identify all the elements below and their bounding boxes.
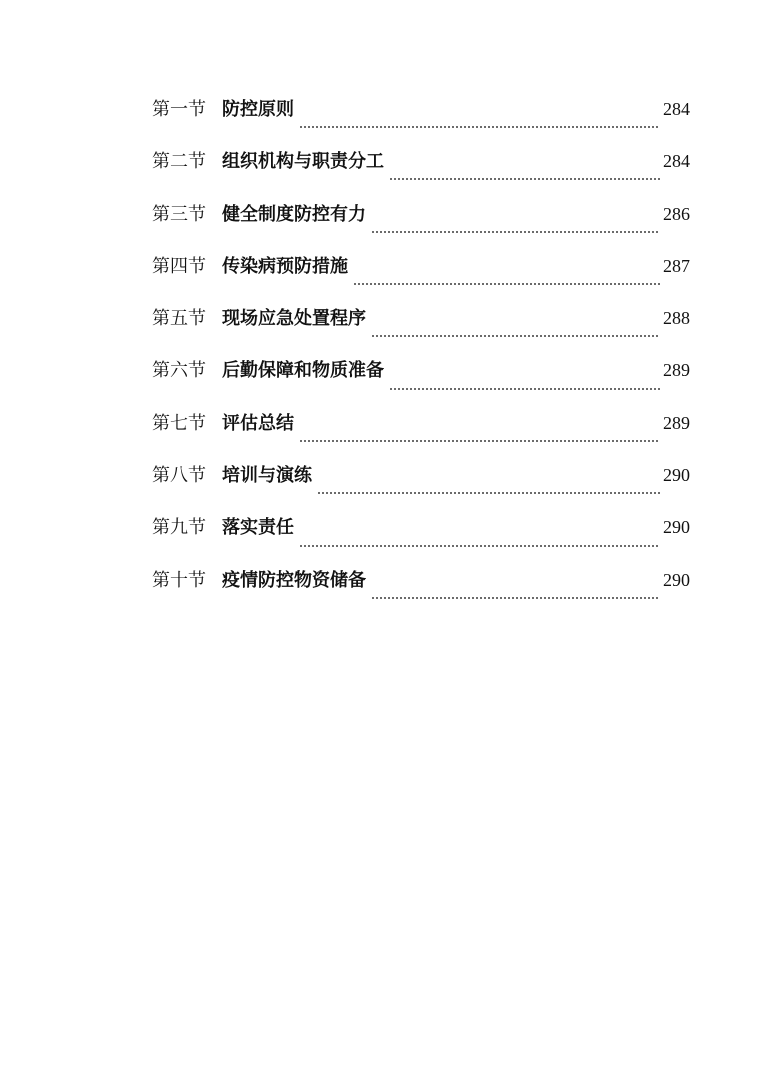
dot-leader [389, 387, 660, 391]
section-number: 第九节 [152, 517, 206, 539]
dot-leader [299, 439, 660, 443]
page-number: 284 [663, 99, 690, 119]
section-number: 第四节 [152, 255, 206, 277]
section-number: 第六节 [152, 360, 206, 382]
page-number: 290 [663, 465, 690, 486]
page-number: 288 [663, 308, 690, 329]
section-title: 培训与演练 [222, 465, 312, 487]
section-title: 现场应急处置程序 [222, 308, 366, 330]
section-title: 传染病预防措施 [222, 255, 348, 277]
toc-entry[interactable] [152, 253, 690, 305]
toc-entry[interactable] [152, 462, 690, 514]
dot-leader [371, 230, 660, 234]
table-of-contents [152, 96, 690, 619]
section-number: 第三节 [152, 203, 206, 225]
toc-entry[interactable] [152, 567, 690, 619]
page-number: 286 [663, 203, 690, 224]
toc-entry[interactable] [152, 410, 690, 462]
toc-entry[interactable] [152, 305, 690, 357]
section-title: 健全制度防控有力 [222, 203, 366, 225]
page-number: 284 [663, 151, 690, 172]
section-title: 组织机构与职责分工 [222, 151, 384, 173]
dot-leader [371, 334, 660, 338]
toc-entry[interactable] [152, 148, 690, 200]
section-number: 第五节 [152, 308, 206, 330]
dot-leader [353, 282, 660, 286]
section-title: 防控原则 [222, 99, 294, 120]
section-number: 第八节 [152, 465, 206, 487]
dot-leader [299, 544, 660, 548]
section-number: 第七节 [152, 412, 206, 434]
page-number: 290 [663, 517, 690, 538]
toc-entry[interactable] [152, 514, 690, 566]
section-number: 第二节 [152, 151, 206, 173]
section-title: 评估总结 [222, 412, 294, 434]
dot-leader [371, 596, 660, 600]
section-title: 疫情防控物资储备 [222, 569, 366, 591]
page-number: 290 [663, 569, 690, 590]
section-title: 后勤保障和物质准备 [222, 360, 384, 382]
dot-leader [299, 125, 660, 129]
toc-entry[interactable] [152, 96, 690, 148]
page-number: 289 [663, 360, 690, 381]
section-title: 落实责任 [222, 517, 294, 539]
dot-leader [389, 177, 660, 181]
toc-entry[interactable] [152, 201, 690, 253]
dot-leader [317, 491, 660, 495]
page-number: 287 [663, 255, 690, 276]
toc-entry[interactable] [152, 357, 690, 409]
page-number: 289 [663, 412, 690, 433]
section-number: 第一节 [152, 99, 206, 120]
section-number: 第十节 [152, 569, 206, 591]
